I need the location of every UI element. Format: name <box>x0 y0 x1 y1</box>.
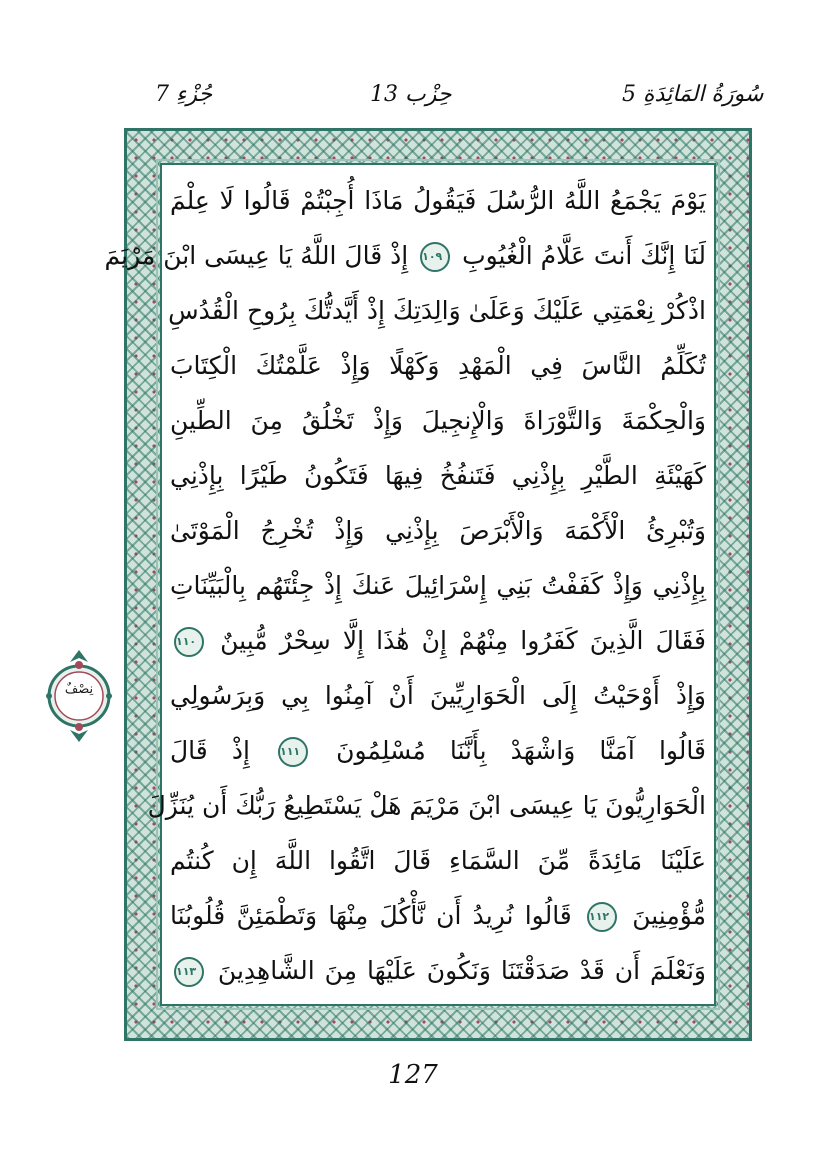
text-line: عَلَيْنَا مَائِدَةً مِّنَ السَّمَاءِ قَالَ اتَّقُوا اللَّهَ إِن كُنتُم <box>170 846 706 875</box>
text-line: الْحَوَارِيُّونَ يَا عِيسَى ابْنَ مَرْيَمَ هَلْ يَسْتَطِيعُ رَبُّكَ أَن يُنَزِّلَ <box>147 791 706 820</box>
nisf-ornament <box>44 648 114 744</box>
ayah-number-marker: ١١٣ <box>174 957 204 987</box>
surah-label: 5 سُورَةُ المَائِدَةِ <box>622 82 764 107</box>
text-line: كَهَيْئَةِ الطَّيْرِ بِإِذْنِي فَتَنفُخُ فِيهَا فَتَكُونُ طَيْرًا بِإِذْنِي <box>170 461 706 490</box>
nisf-label: نِصْفٌ <box>64 682 94 697</box>
juz-label: جُزْءِ 7 <box>155 82 213 107</box>
ayah-number-marker: ١٠٩ <box>420 242 450 272</box>
hizb-label: حِزْب 13 <box>370 82 452 107</box>
text-line: فَقَالَ الَّذِينَ كَفَرُوا مِنْهُمْ إِنْ هَٰذَا إِلَّا سِحْرٌ مُّبِينٌ ١١٠ <box>176 626 706 655</box>
text-line: مُّؤْمِنِينَ ١١٢ قَالُوا نُرِيدُ أَن نَّأْكُلَ مِنْهَا وَتَطْمَئِنَّ قُلُوبُنَا <box>170 901 707 930</box>
text-line: بِإِذْنِي وَإِذْ كَفَفْتُ بَنِي إِسْرَائِيلَ عَنكَ إِذْ جِئْتَهُم بِالْبَيِّنَاتِ <box>170 571 706 600</box>
quran-text <box>104 172 707 996</box>
text-line: وَنَعْلَمَ أَن قَدْ صَدَقْتَنَا وَنَكُونَ عَلَيْهَا مِنَ الشَّاهِدِينَ ١١٣ <box>176 956 706 985</box>
text-line: لَنَا إِنَّكَ أَنتَ عَلَّامُ الْغُيُوبِ ١٠٩ إِذْ قَالَ اللَّهُ يَا عِيسَى ابْنَ مَرْيَمَ <box>104 241 706 270</box>
text-line: قَالُوا آمَنَّا وَاشْهَدْ بِأَنَّنَا مُسْلِمُونَ ١١١ إِذْ قَالَ <box>170 736 706 765</box>
ayah-number-marker: ١١٢ <box>587 902 617 932</box>
text-line: وَتُبْرِئُ الْأَكْمَهَ وَالْأَبْرَصَ بِإِذْنِي وَإِذْ تُخْرِجُ الْمَوْتَىٰ <box>170 516 706 545</box>
text-line: يَوْمَ يَجْمَعُ اللَّهُ الرُّسُلَ فَيَقُولُ مَاذَا أُجِبْتُمْ قَالُوا لَا عِلْمَ <box>170 186 706 215</box>
ayah-number-marker: ١١١ <box>278 737 308 767</box>
page-number: 127 <box>388 1060 438 1090</box>
text-line: اذْكُرْ نِعْمَتِي عَلَيْكَ وَعَلَىٰ وَالِدَتِكَ إِذْ أَيَّدتُّكَ بِرُوحِ الْقُدُسِ <box>168 296 706 325</box>
text-line: وَالْحِكْمَةَ وَالتَّوْرَاةَ وَالْإِنجِيلَ وَإِذْ تَخْلُقُ مِنَ الطِّينِ <box>170 406 706 435</box>
text-line: وَإِذْ أَوْحَيْتُ إِلَى الْحَوَارِيِّينَ أَنْ آمِنُوا بِي وَبِرَسُولِي <box>170 681 706 710</box>
ayah-number-marker: ١١٠ <box>174 627 204 657</box>
text-line: تُكَلِّمُ النَّاسَ فِي الْمَهْدِ وَكَهْلًا وَإِذْ عَلَّمْتُكَ الْكِتَابَ <box>170 351 706 380</box>
